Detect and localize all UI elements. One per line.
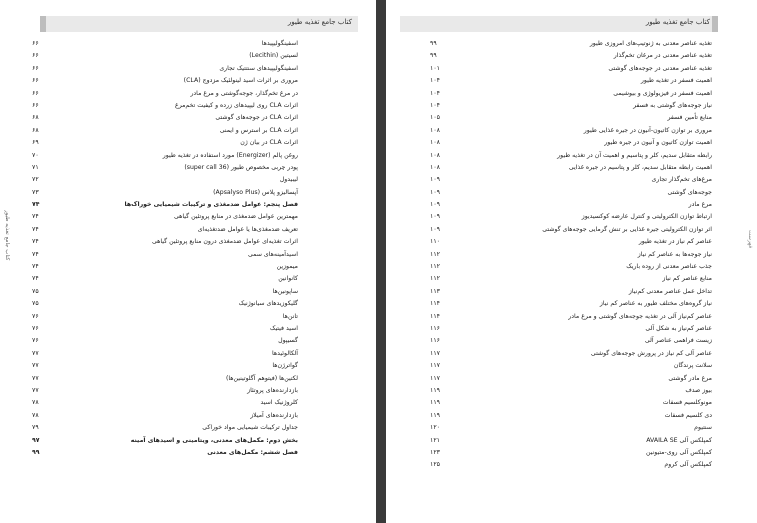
toc-entry-page: ۷۴ bbox=[32, 225, 39, 233]
toc-entry-page: ۱۱۹ bbox=[430, 411, 440, 419]
toc-entry bbox=[32, 447, 362, 459]
toc-entry-page: ۷۰ bbox=[32, 151, 39, 159]
toc-entry-page: ۱۱۲ bbox=[430, 263, 440, 271]
toc-entry-title: مروری بر توازن کاتیون-آنیون در جیره غذایی طیور bbox=[583, 126, 712, 134]
toc-entry-page: ۹۹ bbox=[430, 52, 437, 60]
toc-entry-title: کمپلکس آلی روی-متیونین bbox=[645, 448, 712, 456]
toc-entry-page: ۱۱۲ bbox=[430, 250, 440, 258]
toc-entry-title: اثرات CLA در جوجه‌های گوشتی bbox=[215, 114, 298, 122]
toc-entry-page: ۱۲۳ bbox=[430, 448, 440, 456]
toc-entry-page: ۱۲۵ bbox=[430, 461, 440, 469]
toc-entry-title: تغذیه عناصر معدنی در جوجه‌های گوشتی bbox=[608, 64, 712, 72]
toc-entry-title: اثرات CLA در بیان ژن bbox=[240, 139, 298, 147]
toc-entry-page: ۷۶ bbox=[32, 337, 39, 345]
toc-entry-title: مروری بر اثرات اسید لینولئیک مزدوج (CLA) bbox=[183, 77, 298, 85]
toc-entry-title: آپسالیزو پلاس (Apsalyso Plus) bbox=[213, 188, 298, 196]
toc-entry-page: ۷۶ bbox=[32, 312, 39, 320]
toc-entry-title: مونوکلسیم فسفات bbox=[662, 399, 712, 407]
toc-entry-page: ۱۱۰ bbox=[430, 238, 440, 246]
toc-entry-page: ۶۸ bbox=[32, 126, 39, 134]
left-page bbox=[0, 0, 372, 523]
toc-entry-page: ۷۴ bbox=[32, 213, 39, 221]
toc-entry-title: اسفینگولیپیدهای سنتتیک تجاری bbox=[219, 64, 298, 72]
toc-entry-title: نیاز جوجه‌ها به عناصر کم نیاز bbox=[637, 250, 712, 258]
toc-entry-title: اثرات تغذیه‌ای عوامل ضدمغذی درون منابع پروتئین گیاهی bbox=[152, 238, 298, 246]
toc-entry bbox=[422, 249, 722, 261]
toc-entry bbox=[422, 360, 722, 372]
toc-entry bbox=[32, 236, 362, 248]
toc-entry bbox=[422, 459, 722, 471]
right-side-label: فهرست bbox=[747, 230, 753, 249]
toc-entry-title: اهمیت توازن کاتیون و آنیون در جیره طیور bbox=[604, 139, 712, 147]
toc-entry-title: کلروژنیک اسید bbox=[260, 399, 298, 407]
toc-entry-page: ۷۴ bbox=[32, 263, 39, 271]
toc-entry-title: اثرات CLA بر استرس و ایمنی bbox=[219, 126, 298, 134]
toc-entry bbox=[32, 137, 362, 149]
toc-entry-title: ساپونین‌ها bbox=[272, 287, 298, 295]
toc-entry bbox=[422, 236, 722, 248]
toc-entry-title: فصل ششم: مکمل‌های معدنی bbox=[207, 448, 298, 456]
toc-entry bbox=[422, 174, 722, 186]
toc-entry-title: اثر توازن الکترولیتی جیره غذایی بر تنش گرمایی جوجه‌های گوشتی bbox=[542, 225, 712, 233]
left-header-title: کتاب جامع تغذیه طیور bbox=[287, 18, 352, 26]
toc-entry bbox=[32, 373, 362, 385]
toc-entry-page: ۷۴ bbox=[32, 201, 40, 209]
header-tab bbox=[712, 16, 718, 32]
toc-entry-page: ۱۰۸ bbox=[430, 151, 440, 159]
toc-entry-page: ۷۱ bbox=[32, 163, 39, 171]
toc-entry-title: منابع تأمین فسفر bbox=[667, 114, 712, 122]
toc-entry-page: ۱۱۳ bbox=[430, 287, 440, 295]
toc-entry-title: مرغ مادر گوشتی bbox=[668, 374, 712, 382]
toc-entry-page: ۱۱۶ bbox=[430, 324, 440, 332]
toc-entry bbox=[422, 224, 722, 236]
toc-entry-page: ۱۰۹ bbox=[430, 213, 440, 221]
toc-entry-page: ۱۱۲ bbox=[430, 275, 440, 283]
toc-entry bbox=[32, 75, 362, 87]
toc-entry-page: ۱۰۸ bbox=[430, 139, 440, 147]
toc-entry-page: ۱۰۹ bbox=[430, 201, 440, 209]
toc-entry-page: ۱۰۸ bbox=[430, 163, 440, 171]
toc-entry-page: ۱۰۵ bbox=[430, 114, 440, 122]
toc-entry-page: ۱۱۹ bbox=[430, 399, 440, 407]
header-tab bbox=[40, 16, 46, 32]
toc-entry-page: ۶۶ bbox=[32, 89, 39, 97]
toc-entry bbox=[422, 447, 722, 459]
toc-entry-page: ۷۷ bbox=[32, 374, 39, 382]
toc-entry-title: جداول ترکیبات شیمیایی مواد خوراکی bbox=[202, 424, 298, 432]
toc-entry bbox=[32, 323, 362, 335]
toc-entry-title: تغذیه عناصر معدنی به ژنوتیپ‌های امروزی طیور bbox=[589, 40, 712, 47]
toc-entry-page: ۱۰۴ bbox=[430, 89, 440, 97]
toc-entry bbox=[422, 422, 722, 434]
toc-entry bbox=[32, 360, 362, 372]
toc-entry bbox=[32, 273, 362, 285]
toc-entry bbox=[422, 125, 722, 137]
toc-entry-page: ۷۹ bbox=[32, 424, 39, 432]
toc-entry-title: کانوانین bbox=[278, 275, 298, 283]
toc-entry bbox=[32, 397, 362, 409]
toc-entry-title: گواترژن‌ها bbox=[272, 362, 298, 370]
toc-entry-title: اسفینگولیپیدها bbox=[261, 40, 298, 47]
toc-entry bbox=[32, 311, 362, 323]
toc-entry-title: تغذیه عناصر معدنی در مرغان تخم‌گذار bbox=[613, 52, 712, 60]
toc-entry bbox=[32, 335, 362, 347]
toc-entry-page: ۱۰۹ bbox=[430, 188, 440, 196]
toc-entry-title: دی کلسیم فسفات bbox=[664, 411, 712, 419]
toc-entry bbox=[32, 410, 362, 422]
toc-entry-page: ۷۴ bbox=[32, 238, 39, 246]
toc-entry-page: ۶۶ bbox=[32, 40, 39, 47]
toc-entry-title: بازدارنده‌های آمیلاز bbox=[250, 411, 298, 419]
toc-entry bbox=[422, 162, 722, 174]
toc-entry bbox=[32, 385, 362, 397]
toc-entry-title: تداخل عمل عناصر معدنی کم‌نیاز bbox=[628, 287, 712, 295]
toc-entry-title: در مرغ تخم‌گذار، جوجه‌گوشتی و مرغ مادر bbox=[190, 89, 298, 97]
toc-entry-title: سلانت پرندگان bbox=[673, 362, 712, 370]
toc-entry bbox=[422, 187, 722, 199]
toc-entry-page: ۶۶ bbox=[32, 101, 39, 109]
toc-entry-title: جوجه‌های گوشتی bbox=[667, 188, 712, 196]
toc-entry bbox=[422, 88, 722, 100]
toc-entry-title: سنتیوم bbox=[694, 424, 712, 432]
toc-entry-title: نیاز جوجه‌های گوشتی به فسفر bbox=[633, 101, 712, 109]
left-side-label: کتاب جامع تغذیه طیور bbox=[4, 210, 10, 261]
toc-entry bbox=[422, 397, 722, 409]
toc-entry bbox=[32, 125, 362, 137]
toc-entry bbox=[32, 224, 362, 236]
toc-entry bbox=[422, 75, 722, 87]
toc-entry bbox=[422, 311, 722, 323]
toc-entry-page: ۱۰۱ bbox=[430, 64, 440, 72]
toc-entry-title: آلکالوئیدها bbox=[272, 349, 298, 357]
toc-entry bbox=[32, 174, 362, 186]
toc-entry bbox=[422, 410, 722, 422]
toc-entry-title: بازدارنده‌های پروتئاز bbox=[247, 386, 298, 394]
toc-entry bbox=[32, 150, 362, 162]
toc-entry-title: مرغ‌های تخم‌گذار تجاری bbox=[651, 176, 712, 184]
toc-entry bbox=[422, 211, 722, 223]
toc-entry-title: لکتین‌ها (فیتوهم آگلوتینین‌ها) bbox=[225, 374, 298, 382]
toc-entry-title: بخش دوم: مکمل‌های معدنی، ویتامینی و اسیدهای آمینه bbox=[130, 436, 298, 444]
toc-entry-title: اهمیت فسفر در فیزیولوژی و بیوشیمی bbox=[613, 89, 712, 97]
right-page bbox=[386, 0, 757, 523]
toc-entry bbox=[422, 100, 722, 112]
toc-entry bbox=[32, 211, 362, 223]
toc-entry-title: لیبیدول bbox=[279, 176, 298, 184]
toc-entry bbox=[422, 50, 722, 62]
toc-entry bbox=[32, 162, 362, 174]
toc-entry-title: عناصر کم‌نیاز آلی در تغذیه جوجه‌های گوشتی و مرغ مادر bbox=[568, 312, 712, 320]
toc-entry-page: ۶۶ bbox=[32, 77, 39, 85]
toc-entry-title: جذب عناصر معدنی از روده باریک bbox=[626, 263, 712, 271]
toc-entry-page: ۶۹ bbox=[32, 139, 39, 147]
toc-entry bbox=[422, 273, 722, 285]
toc-entry bbox=[422, 38, 722, 50]
toc-entry-title: اسید فیتیک bbox=[269, 324, 298, 332]
toc-entry bbox=[422, 137, 722, 149]
toc-entry bbox=[32, 187, 362, 199]
toc-entry bbox=[422, 63, 722, 75]
toc-entry-page: ۶۶ bbox=[32, 52, 39, 60]
toc-entry bbox=[422, 298, 722, 310]
toc-entry-page: ۱۲۰ bbox=[430, 424, 440, 432]
toc-entry bbox=[422, 335, 722, 347]
toc-entry-title: نیاز گروه‌های مختلف طیور به عناصر کم نیاز bbox=[599, 300, 712, 308]
toc-entry bbox=[32, 422, 362, 434]
toc-entry-page: ۹۷ bbox=[32, 436, 40, 444]
toc-entry bbox=[32, 38, 362, 50]
toc-entry bbox=[422, 348, 722, 360]
toc-entry-title: اثرات CLA روی لیپیدهای زرده و کیفیت تخم‌مرغ bbox=[175, 101, 298, 109]
toc-entry bbox=[32, 435, 362, 447]
toc-entry bbox=[422, 373, 722, 385]
toc-entry-title: اسیدآمینه‌های سمی bbox=[248, 250, 298, 258]
toc-entry-page: ۱۱۶ bbox=[430, 337, 440, 345]
toc-entry-page: ۷۸ bbox=[32, 411, 39, 419]
toc-entry bbox=[32, 100, 362, 112]
toc-entry-title: فصل پنجم: عوامل ضدمغذی و ترکیبات شیمیایی خوراک‌ها bbox=[124, 201, 298, 209]
toc-entry bbox=[32, 63, 362, 75]
toc-entry-page: ۱۱۴ bbox=[430, 312, 440, 320]
right-page-header bbox=[400, 16, 718, 32]
toc-entry bbox=[32, 112, 362, 124]
toc-entry-page: ۱۰۴ bbox=[430, 77, 440, 85]
toc-entry-page: ۱۰۹ bbox=[430, 176, 440, 184]
toc-entry-title: پودر چربی مخصوص طیور (super call 36) bbox=[184, 163, 298, 171]
toc-entry-page: ۹۹ bbox=[430, 40, 437, 47]
toc-entry bbox=[32, 348, 362, 360]
toc-entry bbox=[422, 385, 722, 397]
toc-entry-page: ۷۴ bbox=[32, 275, 39, 283]
toc-entry bbox=[32, 261, 362, 273]
toc-entry-title: گسیپول bbox=[278, 337, 298, 345]
toc-entry-page: ۷۲ bbox=[32, 176, 39, 184]
toc-entry-title: کمپلکس آلی کروم bbox=[664, 461, 712, 469]
toc-entry-title: مهمترین عوامل ضدمغذی در منابع پروتئین گیاهی bbox=[174, 213, 298, 221]
toc-entry bbox=[422, 286, 722, 298]
toc-entry-page: ۱۰۹ bbox=[430, 225, 440, 233]
toc-entry-title: عناصر کم‌نیاز به شکل آلی bbox=[645, 324, 712, 332]
toc-entry bbox=[32, 286, 362, 298]
toc-entry-title: کمپلکس آلی AVAILA SE bbox=[646, 436, 712, 444]
toc-entry-page: ۷۳ bbox=[32, 188, 39, 196]
toc-entry-title: زیست فراهمی عناصر آلی bbox=[644, 337, 712, 345]
toc-entry bbox=[422, 112, 722, 124]
toc-entry bbox=[32, 249, 362, 261]
toc-entry-title: تانن‌ها bbox=[282, 312, 298, 320]
toc-entry-page: ۷۷ bbox=[32, 349, 39, 357]
left-page-header bbox=[40, 16, 358, 32]
toc-entry-page: ۱۱۹ bbox=[430, 386, 440, 394]
toc-entry-page: ۷۸ bbox=[32, 399, 39, 407]
toc-entry bbox=[32, 298, 362, 310]
toc-entry-page: ۱۱۴ bbox=[430, 300, 440, 308]
toc-entry-title: لسیتین (Lecithin) bbox=[249, 52, 298, 60]
toc-entry-title: رابطه متقابل سدیم، کلر و پتاسیم و اهمیت آن در تغذیه طیور bbox=[557, 151, 712, 159]
toc-entry-title: بیوز صدف bbox=[685, 386, 712, 394]
toc-entry-page: ۱۱۷ bbox=[430, 374, 440, 382]
toc-entry-page: ۷۷ bbox=[32, 362, 39, 370]
toc-entry-page: ۱۱۷ bbox=[430, 362, 440, 370]
toc-entry bbox=[422, 323, 722, 335]
toc-entry-title: روغن پالم (Energizer) مورد استفاده در تغذیه طیور bbox=[162, 151, 298, 159]
toc-entry bbox=[32, 199, 362, 211]
toc-entry-page: ۷۷ bbox=[32, 386, 39, 394]
book-spine bbox=[376, 0, 386, 523]
toc-entry-page: ۱۰۴ bbox=[430, 101, 440, 109]
left-toc-list bbox=[32, 38, 362, 459]
toc-entry bbox=[32, 88, 362, 100]
toc-entry-title: عناصر کم نیاز در تغذیه طیور bbox=[638, 238, 712, 246]
toc-entry-title: تعریف ضدمغذی‌ها یا عوامل ضدتغذیه‌ای bbox=[197, 225, 298, 233]
toc-entry-title: اهمیت رابطه متقابل سدیم، کلر و پتاسیم در جیره غذایی bbox=[568, 163, 712, 171]
toc-entry bbox=[422, 150, 722, 162]
toc-entry-title: گلیکوزیدهای سیانوژنیک bbox=[238, 300, 298, 308]
toc-entry-title: اهمیت فسفر در تغذیه طیور bbox=[640, 77, 712, 85]
toc-entry-title: مرغ مادر bbox=[688, 201, 712, 209]
toc-entry-page: ۷۵ bbox=[32, 300, 39, 308]
toc-entry bbox=[422, 199, 722, 211]
toc-entry-title: ارتباط توازن الکترولیتی و کنترل عارضه کوکسیدیوز bbox=[581, 213, 712, 221]
toc-entry-page: ۱۲۱ bbox=[430, 436, 440, 444]
toc-entry-title: منابع عناصر کم نیاز bbox=[662, 275, 712, 283]
toc-entry-page: ۹۹ bbox=[32, 448, 40, 456]
toc-entry-page: ۶۶ bbox=[32, 64, 39, 72]
toc-entry-page: ۱۰۸ bbox=[430, 126, 440, 134]
toc-entry-title: میموزین bbox=[276, 263, 298, 271]
toc-entry-page: ۶۸ bbox=[32, 114, 39, 122]
toc-entry bbox=[422, 435, 722, 447]
toc-entry-page: ۱۱۷ bbox=[430, 349, 440, 357]
toc-entry-page: ۷۵ bbox=[32, 287, 39, 295]
toc-entry-page: ۷۶ bbox=[32, 324, 39, 332]
toc-entry bbox=[32, 50, 362, 62]
toc-entry-page: ۷۴ bbox=[32, 250, 39, 258]
toc-entry-title: عناصر آلی کم نیاز در پرورش جوجه‌های گوشتی bbox=[590, 349, 712, 357]
right-toc-list bbox=[422, 38, 722, 472]
toc-entry bbox=[422, 261, 722, 273]
right-header-title: کتاب جامع تغذیه طیور bbox=[645, 18, 710, 26]
